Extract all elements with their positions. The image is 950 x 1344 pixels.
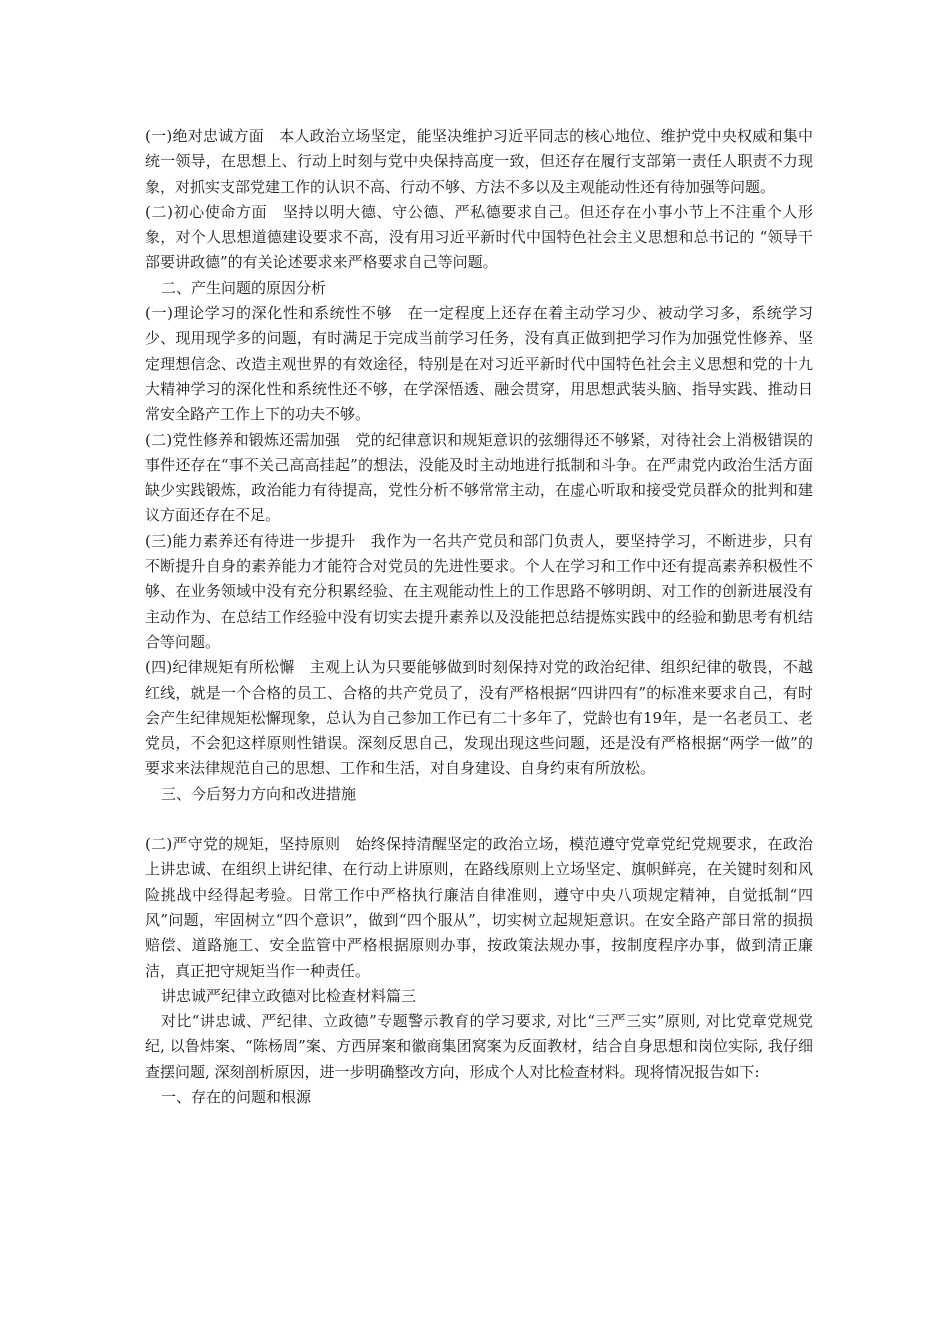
paragraph-party-rules: (二)严守党的规矩，坚持原则 始终保持清醒坚定的政治立场，模范遵守党章党纪党规要求，在政治上讲忠诚、在组织上讲纪律、在行动上讲原则，在路线原则上立场坚定、旗帜鲜亮，在关键时刻和风险挑战中经得起考验。日常工作中严格执行廉洁自律准则，遵守中央八项规定精神，自觉抵制“四风”问题，牢固树立“四个意识”，做到“四个服从”，切实树立起规矩意识。在安全路产部日常的损损赔偿、道路施工、安全监管中严格根据原则办事，按政策法规办事，按制度程序办事，做到清正廉洁，真正把守规矩当作一种责任。 bbox=[145, 835, 813, 980]
section-heading-problems: 一、存在的问题和根源 bbox=[161, 1087, 312, 1106]
article-title-part-three: 讲忠诚严纪律立政德对比检查材料篇三 bbox=[161, 986, 417, 1005]
document-page bbox=[145, 124, 813, 1110]
paragraph-original-mission: (二)初心使命方面 坚持以明大德、守公德、严私德要求自己。但还存在小事小节上不注重个人形象，对个人思想道德建设要求不高，没有用习近平新时代中国特色社会主义思想和总书记的 “领导干部要讲政德”的有关论述要求来严格要求自己等问题。 bbox=[145, 202, 813, 272]
section-heading-measures: 三、今后努力方向和改进措施 bbox=[161, 784, 357, 803]
blank-line bbox=[145, 807, 813, 832]
paragraph-absolute-loyalty: (一)绝对忠诚方面 本人政治立场坚定，能坚决维护习近平同志的核心地位、维护党中央权威和集中统一领导，在思想上、行动上时刻与党中央保持高度一致，但还存在履行支部第一责任人职责不力现象，对抓实支部党建工作的认识不高、行动不够、方法不多以及主观能动性还有待加强等问题。 bbox=[145, 127, 813, 196]
paragraph-ability: (三)能力素养还有待进一步提升 我作为一名共产党员和部门负责人，要坚持学习，不断进步，只有不断提升自身的素养能力才能符合对党员的先进性要求。个人在学习和工作中还有提高素养积极性不够、在业务领域中没有充分积累经验、在主观能动性上的工作思路不够明朗、对工作的创新进展没有主动作为、在总结工作经验中没有切实去提升素养以及没能把总结提炼实践中的经验和勤思考有机结合等问题。 bbox=[145, 531, 813, 651]
paragraph-party-spirit: (二)党性修养和锻炼还需加强 党的纪律意识和规矩意识的弦绷得还不够紧，对待社会上消极错误的事件还存在“事不关己高高挂起”的想法，没能及时主动地进行抵制和斗争。在严肃党内政治生活方面缺少实践锻炼，政治能力有待提高，党性分析不够常常主动，在虚心听取和接受党员群众的批判和建议方面还存在不足。 bbox=[145, 430, 813, 525]
paragraph-discipline: (四)纪律规矩有所松懈 主观上认为只要能够做到时刻保持对党的政治纪律、组织纪律的敬畏，不越红线，就是一个合格的员工、合格的共产党员了，没有严格根据“四讲四有”的标准来要求自己，有时会产生纪律规矩松懈现象，总认为自己参加工作已有二十多年了，党龄也有19年，是一名老员工、老党员，不会犯这样原则性错误。深刻反思自己，发现出现这些问题，还是没有严格根据“两学一做”的要求来法律规范自己的思想、工作和生活，对自身建设、自身约束有所放松。 bbox=[145, 658, 813, 778]
section-heading-causes: 二、产生问题的原因分析 bbox=[161, 278, 327, 297]
paragraph-theory-study: (一)理论学习的深化性和系统性不够 在一定程度上还存在着主动学习少、被动学习多，系统学习少、现用现学多的问题，有时满足于完成当前学习任务，没有真正做到把学习作为加强党性修养、坚定理想信念、改造主观世界的有效途径，特别是在对习近平新时代中国特色社会主义思想和党的十九大精神学习的深化性和系统性还不够，在学深悟透、融会贯穿，用思想武装头脑、指导实践、推动日常安全路产工作上下的功夫不够。 bbox=[145, 304, 813, 424]
paragraph-introduction: 对比“讲忠诚、严纪律、立政德”专题警示教育的学习要求, 对比“三严三实”原则, 对比党章党规党纪, 以鲁炜案、“陈杨周”案、方西屏案和徽商集团窝案为反面教材，结合自身思想和岗位实际, 我仔细查摆问题, 深刻剖析原因，进一步明确整改方向，形成个人对比检查材料。现将情况报告如下: bbox=[145, 1012, 813, 1081]
